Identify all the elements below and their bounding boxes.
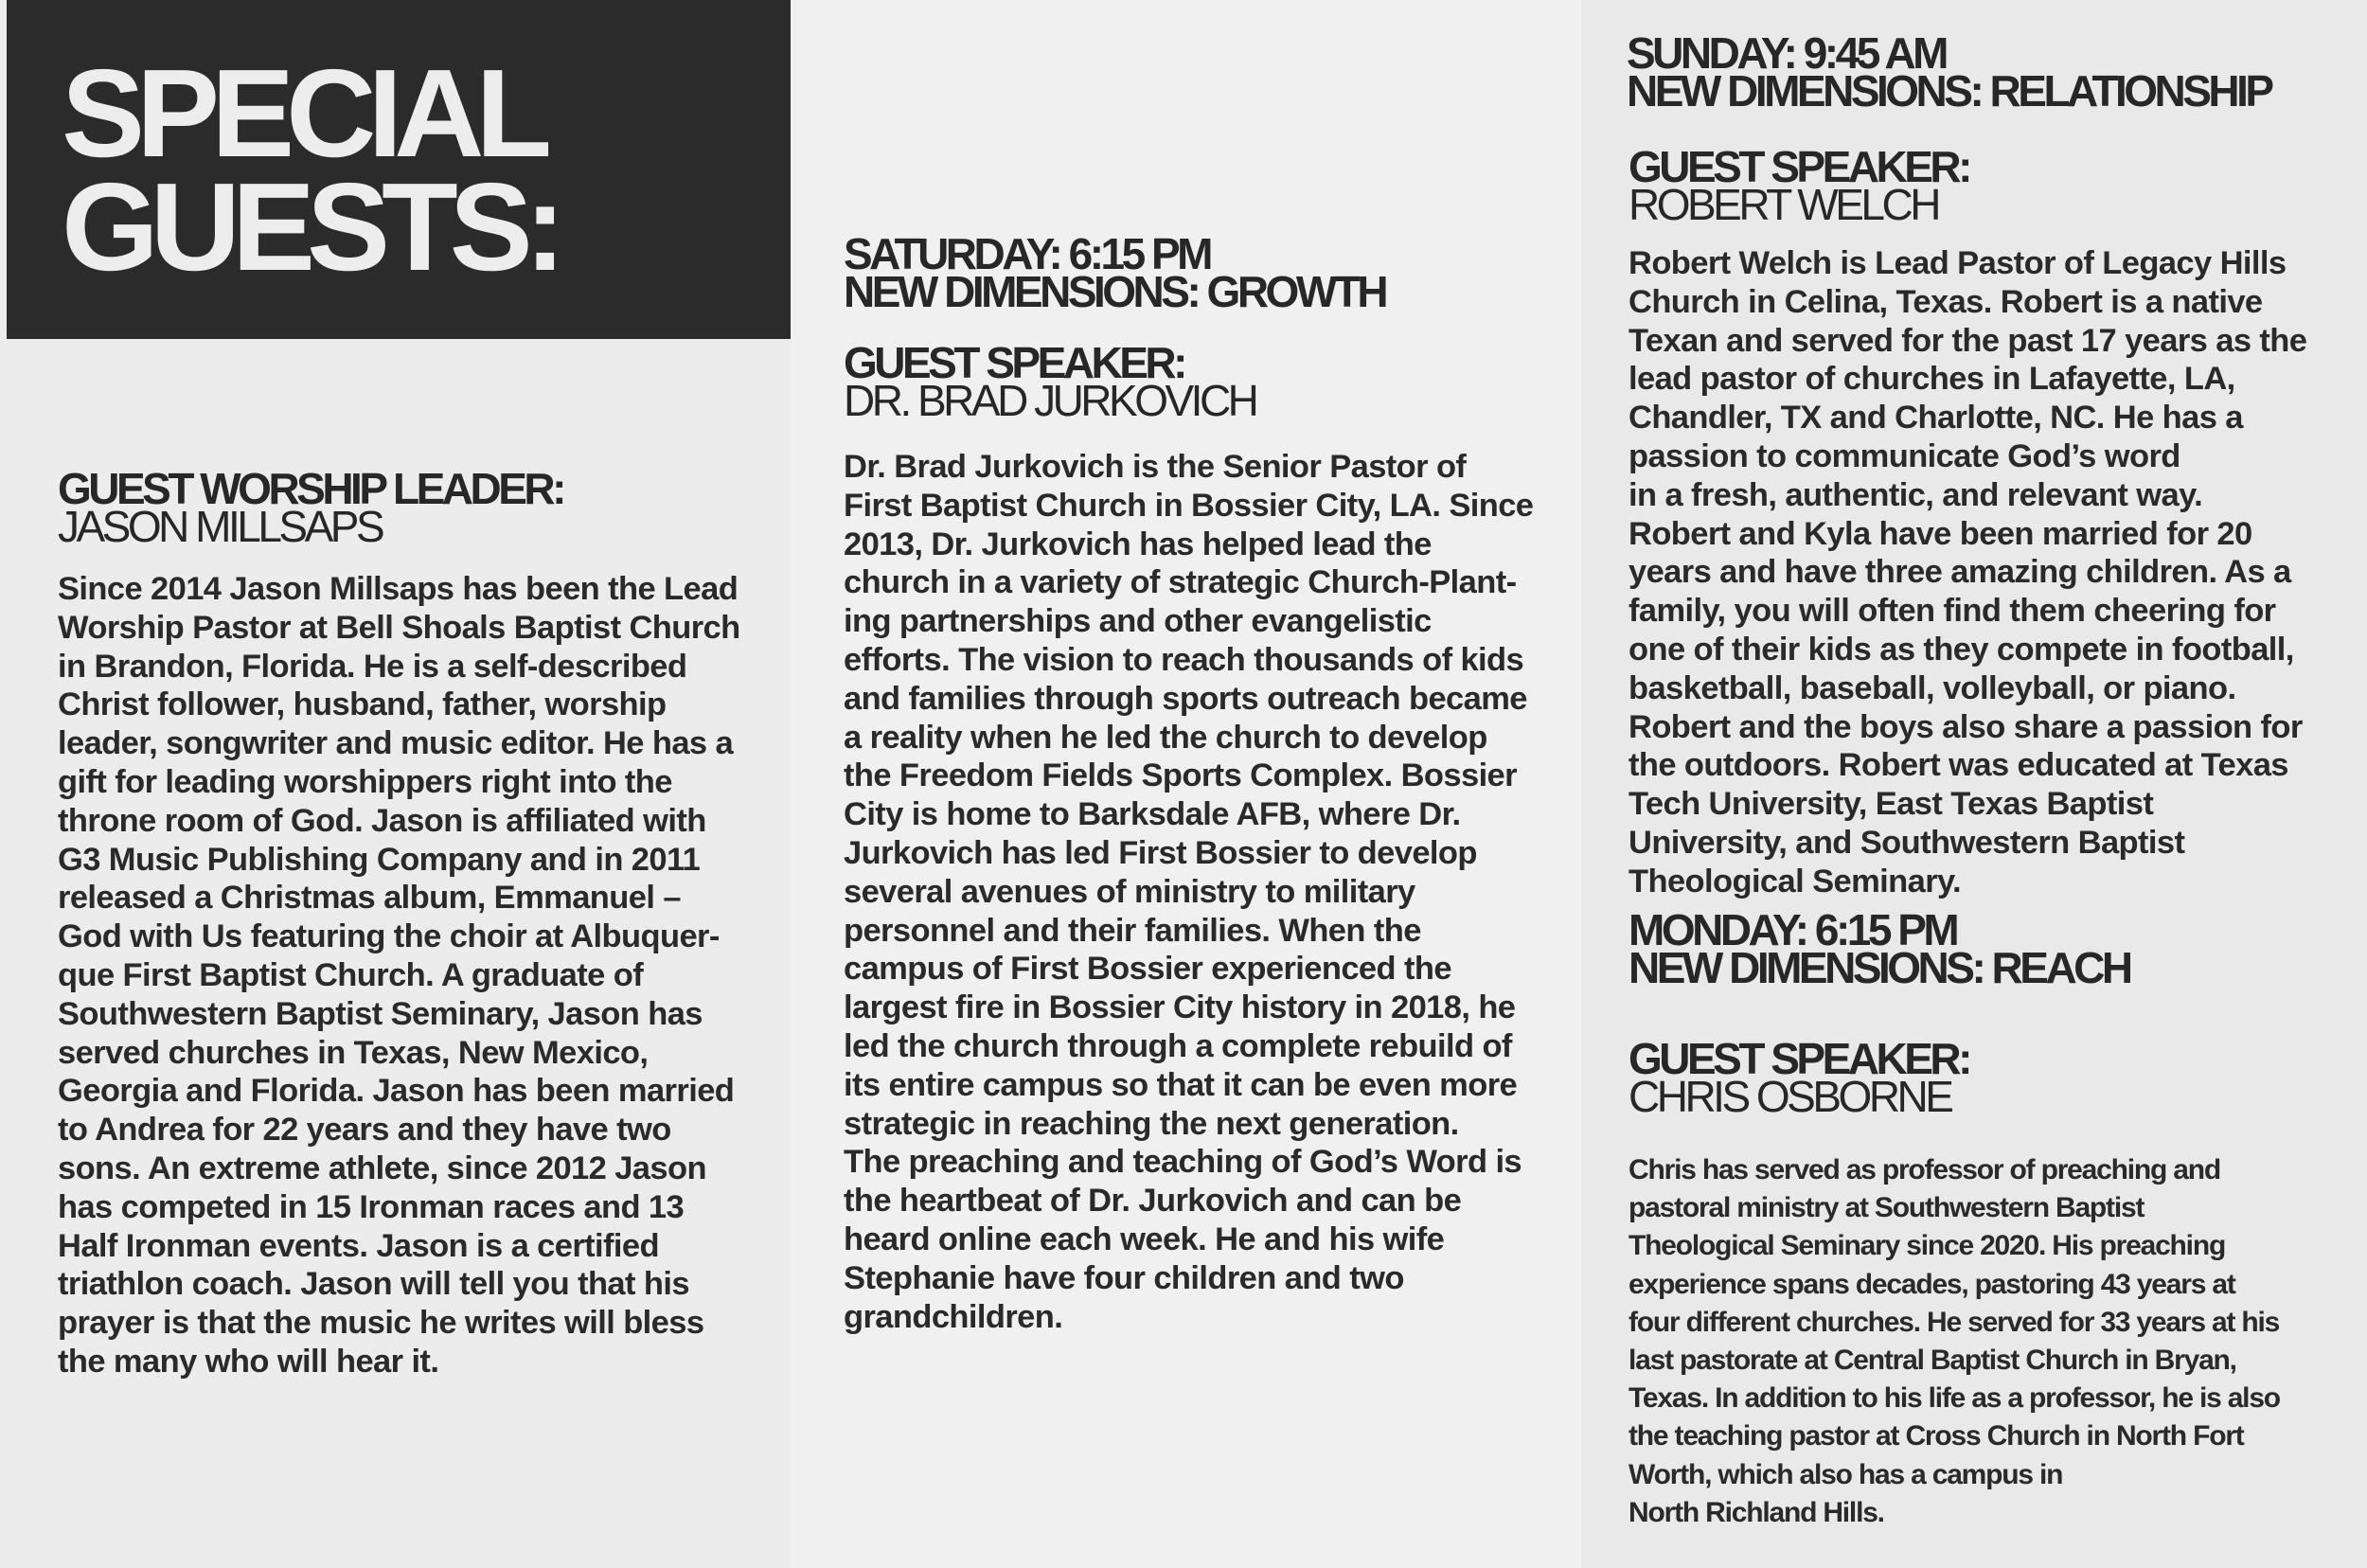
bio-line: led the church through a complete rebuild of: [844, 1027, 1512, 1064]
bio-line: God with Us featuring the choir at Albuquer-: [58, 918, 720, 955]
bio-line: efforts. The vision to reach thousands of kids: [844, 641, 1524, 678]
bio-line: personnel and their families. When the: [844, 912, 1421, 949]
bio-line: Christ follower, husband, father, worship: [58, 686, 667, 723]
bio-line: in Brandon, Florida. He is a self-described: [58, 648, 687, 685]
worship-leader-heading: [58, 464, 563, 551]
bio-line: University, and Southwestern Baptist: [1628, 824, 2185, 861]
sunday-speaker-bio: [1628, 244, 2306, 901]
saturday-speaker-label: GUEST SPEAKER:: [844, 338, 1184, 387]
bio-line: Georgia and Florida. Jason has been married: [58, 1073, 735, 1110]
bio-line: its entire campus so that it can be even more: [844, 1066, 1518, 1103]
saturday-session-name: NEW DIMENSIONS: GROWTH: [844, 267, 1386, 316]
monday-speaker-heading: [1628, 1034, 1969, 1121]
bio-line: grandchildren.: [844, 1298, 1063, 1335]
bio-line: in a fresh, authentic, and relevant way.: [1628, 476, 2203, 513]
bio-line: Worship Pastor at Bell Shoals Baptist Church: [58, 609, 740, 646]
bio-line: released a Christmas album, Emmanuel –: [58, 880, 681, 917]
bio-line: pastoral ministry at Southwestern Baptist: [1628, 1192, 2145, 1224]
bio-line: and families through sports outreach became: [844, 680, 1527, 717]
sunday-speaker-name: ROBERT WELCH: [1628, 180, 1938, 229]
bio-line: basketball, baseball, volleyball, or piano.: [1628, 669, 2236, 706]
worship-leader-label: GUEST WORSHIP LEADER:: [58, 464, 563, 513]
bio-line: Robert and Kyla have been married for 20: [1628, 515, 2252, 552]
monday-session-name: NEW DIMENSIONS: REACH: [1628, 943, 2130, 992]
bio-line: campus of First Bossier experienced the: [844, 951, 1451, 988]
monday-speaker-bio: [1628, 1151, 2280, 1532]
worship-leader-bio: [58, 570, 740, 1381]
bio-line: Chris has served as professor of preaching and: [1628, 1154, 2221, 1185]
bio-line: North Richland Hills.: [1628, 1496, 1884, 1528]
bio-line: Theological Seminary since 2020. His preaching: [1628, 1230, 2226, 1262]
bio-line: Southwestern Baptist Seminary, Jason has: [58, 995, 703, 1032]
bio-line: Chandler, TX and Charlotte, NC. He has a: [1628, 400, 2243, 437]
sunday-session-heading: [1627, 28, 2271, 116]
bio-line: the outdoors. Robert was educated at Texas: [1628, 747, 2288, 784]
bio-line: the many who will hear it.: [58, 1343, 439, 1380]
bio-line: Stephanie have four children and two: [844, 1259, 1404, 1296]
page-title: [62, 44, 558, 296]
bio-line: Half Ironman events. Jason is a certified: [58, 1227, 659, 1264]
bio-line: lead pastor of churches in Lafayette, LA,: [1628, 361, 2235, 398]
bio-line: the heartbeat of Dr. Jurkovich and can be: [844, 1183, 1462, 1220]
title-block: [7, 0, 791, 339]
bio-line: prayer is that the music he writes will bless: [58, 1305, 704, 1342]
bio-line: experience spans decades, pastoring 43 years at: [1628, 1268, 2235, 1300]
sunday-speaker-label: GUEST SPEAKER:: [1628, 142, 1969, 191]
saturday-speaker-bio: [844, 448, 1533, 1336]
worship-leader-name: JASON MILLSAPS: [58, 502, 383, 551]
bio-line: Robert and the boys also share a passion for: [1628, 708, 2303, 745]
page-title-line-2: GUESTS:: [62, 157, 558, 296]
bio-line: a reality when he led the church to develop: [844, 719, 1487, 756]
bio-line: ing partnerships and other evangelistic: [844, 603, 1432, 640]
bio-line: triathlon coach. Jason will tell you that his: [58, 1266, 689, 1303]
saturday-speaker-name: DR. BRAD JURKOVICH: [844, 376, 1256, 425]
bio-line: Since 2014 Jason Millsaps has been the Lead: [58, 571, 739, 607]
bio-line: several avenues of ministry to military: [844, 873, 1415, 910]
monday-speaker-label: GUEST SPEAKER:: [1628, 1034, 1969, 1083]
bio-line: Texas. In addition to his life as a professor, he is also: [1628, 1382, 2280, 1415]
monday-session-heading: [1628, 905, 2130, 992]
saturday-session-time: SATURDAY: 6:15 PM: [844, 229, 1210, 278]
bio-line: years and have three amazing children. As a: [1628, 554, 2291, 591]
bio-line: has competed in 15 Ironman races and 13: [58, 1188, 685, 1225]
bio-line: one of their kids as they compete in football,: [1628, 631, 2294, 668]
bio-line: Jurkovich has led First Bossier to develop: [844, 834, 1477, 871]
sunday-session-name: NEW DIMENSIONS: RELATIONSHIP: [1627, 66, 2271, 116]
saturday-session-heading: [844, 229, 1386, 316]
bio-line: largest fire in Bossier City history in 2018, he: [844, 989, 1516, 1026]
bio-line: Tech University, East Texas Baptist: [1628, 786, 2154, 823]
monday-session-time: MONDAY: 6:15 PM: [1628, 905, 1957, 954]
bio-line: strategic in reaching the next generation.: [844, 1105, 1459, 1142]
bio-line: church in a variety of strategic Church-Plant-: [844, 564, 1517, 601]
bio-line: 2013, Dr. Jurkovich has helped lead the: [844, 526, 1432, 562]
bio-line: que First Baptist Church. A graduate of: [58, 956, 644, 993]
bio-line: throne room of God. Jason is affiliated with: [58, 802, 706, 839]
bio-line: passion to communicate God’s word: [1628, 437, 2180, 474]
bio-line: heard online each week. He and his wife: [844, 1221, 1445, 1257]
bio-line: Theological Seminary.: [1628, 863, 1962, 900]
bio-line: gift for leading worshippers right into the: [58, 763, 672, 800]
bio-line: Robert Welch is Lead Pastor of Legacy Hills: [1628, 245, 2287, 281]
bio-line: family, you will often find them cheering for: [1628, 593, 2276, 630]
bio-line: First Baptist Church in Bossier City, LA. Since: [844, 487, 1534, 524]
bio-line: Worth, which also has a campus in: [1628, 1458, 2063, 1490]
bio-line: sons. An extreme athlete, since 2012 Jason: [58, 1149, 706, 1186]
page-title-line-1: SPECIAL: [62, 44, 544, 183]
bio-line: Texan and served for the past 17 years as the: [1628, 322, 2307, 359]
sunday-speaker-heading: [1628, 142, 1969, 229]
bio-line: last pastorate at Central Baptist Church in Bryan,: [1628, 1345, 2236, 1377]
bio-line: four different churches. He served for 33 years at his: [1628, 1306, 2280, 1338]
bio-line: Dr. Brad Jurkovich is the Senior Pastor of: [844, 449, 1467, 485]
bio-line: the Freedom Fields Sports Complex. Bossier: [844, 757, 1517, 794]
bio-line: The preaching and teaching of God’s Word is: [844, 1144, 1522, 1181]
bio-line: G3 Music Publishing Company and in 2011: [58, 841, 701, 878]
bio-line: served churches in Texas, New Mexico,: [58, 1034, 649, 1071]
bio-line: City is home to Barksdale AFB, where Dr.: [844, 796, 1461, 833]
sunday-session-time: SUNDAY: 9:45 AM: [1627, 28, 1946, 78]
bio-line: to Andrea for 22 years and they have two: [58, 1112, 671, 1149]
monday-speaker-name: CHRIS OSBORNE: [1628, 1072, 1951, 1121]
bio-line: the teaching pastor at Cross Church in North Fort: [1628, 1420, 2244, 1452]
bio-line: Church in Celina, Texas. Robert is a native: [1628, 283, 2263, 320]
saturday-speaker-heading: [844, 338, 1256, 425]
bio-line: leader, songwriter and music editor. He has a: [58, 725, 734, 762]
